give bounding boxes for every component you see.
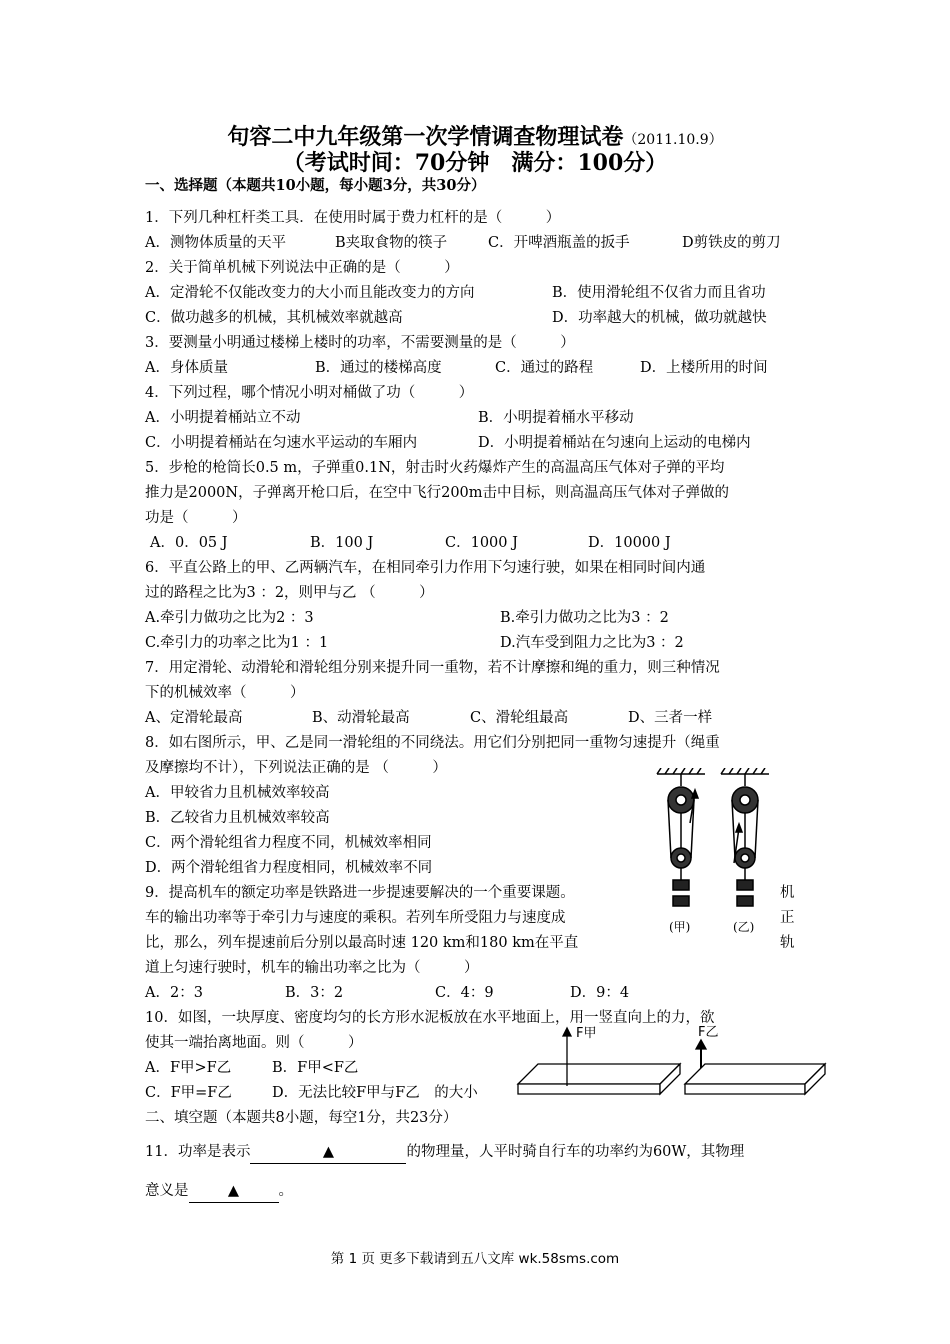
q3-option-d: D．上楼所用的时间: [640, 360, 768, 376]
q10-option-a: A．F甲>F乙: [145, 1060, 232, 1076]
q5-option-d: D．10000 J: [588, 535, 671, 551]
q9-option-c: C．4：9: [435, 985, 494, 1001]
q2-option-c: C．做功越多的机械，其机械效率就越高: [145, 310, 403, 326]
q11-text-4: 。: [278, 1183, 293, 1199]
q1-option-a: A．测物体质量的天平: [145, 235, 286, 251]
q11-line-2: [145, 1180, 293, 1203]
q11-text-1: 11．功率是表示: [145, 1144, 251, 1160]
q8-option-c: C．两个滑轮组省力程度不同，机械效率相同: [145, 835, 432, 851]
q4-option-b: B．小明提着桶水平移动: [478, 410, 634, 426]
exam-title: 句容二中九年级第一次学情调查物理试卷（2011.10.9）: [227, 124, 723, 150]
pulley-system-a: [657, 768, 705, 906]
q9-option-b: B．3：2: [285, 985, 344, 1001]
q10-option-c: C．F甲=F乙: [145, 1085, 232, 1101]
q4-option-c: C．小明提着桶站在匀速水平运动的车厢内: [145, 435, 418, 451]
q6-line-1: 6．平直公路上的甲、乙两辆汽车，在相同牵引力作用下匀速行驶，如果在相同时间内通: [145, 560, 706, 576]
q11-blank-2[interactable]: ▲: [189, 1180, 279, 1203]
q6-line-2: 过的路程之比为3 ：2，则甲与乙 （ ）: [145, 585, 434, 601]
q11-text-3: 意义是: [145, 1183, 189, 1199]
q6-option-a: A.牵引力做功之比为2 ：3: [145, 610, 314, 626]
q1-option-c: C．开啤酒瓶盖的扳手: [488, 235, 630, 251]
q5-line-3: 功是（ ）: [145, 510, 247, 526]
slab-b: [685, 1040, 825, 1094]
q9-option-a: A．2：3: [145, 985, 203, 1001]
q5-option-a: A．0．05 J: [150, 535, 228, 551]
q11-text-2: 的物理量，人平时骑自行车的功率约为60W，其物理: [406, 1144, 745, 1160]
page-footer: 第 1 页 更多下载请到五八文库 wk.58sms.com: [330, 1251, 620, 1267]
slab-force-label-b: F乙: [698, 1025, 719, 1040]
q1-option-d: D剪铁皮的剪刀: [682, 235, 781, 251]
q8-line-2: 及摩擦均不计），下列说法正确的是 （ ）: [145, 760, 447, 776]
q10-option-d: D．无法比较F甲与F乙 的大小: [272, 1085, 478, 1101]
q6-option-b: B.牵引力做功之比为3 ：2: [500, 610, 669, 626]
q1-stem: 1．下列几种杠杆类工具．在使用时属于费力杠杆的是（ ）: [145, 210, 561, 226]
q5-line-2: 推力是2000N，子弹离开枪口后，在空中飞行200m击中目标，则高温高压气体对子弹做的: [145, 485, 730, 501]
q8-option-b: B．乙较省力且机械效率较高: [145, 810, 330, 826]
q8-option-d: D．两个滑轮组省力程度相同，机械效率不同: [145, 860, 433, 876]
q3-option-b: B．通过的楼梯高度: [315, 360, 442, 376]
q4-stem: 4．下列过程，哪个情况小明对桶做了功（ ）: [145, 385, 474, 401]
q10-line-1: 10．如图，一块厚度、密度均匀的长方形水泥板放在水平地面上，用一竖直向上的力，欲: [145, 1010, 715, 1026]
slab-a: [518, 1028, 680, 1094]
exam-subtitle: （考试时间：70分钟 满分：100分）: [282, 150, 668, 176]
q2-option-a: A．定滑轮不仅能改变力的大小而且能改变力的方向: [145, 285, 475, 301]
q9-line-1: 9．提高机车的额定功率是铁路进一步提速要解决的一个重要课题。: [145, 885, 575, 901]
q2-stem: 2．关于简单机械下列说法中正确的是（ ）: [145, 260, 459, 276]
q3-option-a: A．身体质量: [145, 360, 228, 376]
q1-option-b: B夹取食物的筷子: [335, 235, 448, 251]
q3-stem: 3．要测量小明通过楼梯上楼时的功率，不需要测量的是（ ）: [145, 335, 575, 351]
q7-option-c: C、滑轮组最高: [470, 710, 569, 726]
q11-line-1: [145, 1141, 744, 1164]
q10-line-2: 使其一端抬离地面。则（ ）: [145, 1035, 363, 1051]
q9-line-2: 车的输出功率等于牵引力与速度的乘积。若列车所受阻力与速度成: [145, 910, 566, 926]
pulley-label-a: (甲): [669, 920, 691, 934]
q9-line-3: 比，那么，列车提速前后分别以最高时速 120 km和180 km在平直: [145, 935, 579, 951]
q11-blank-1[interactable]: ▲: [250, 1141, 406, 1164]
q8-option-a: A．甲较省力且机械效率较高: [145, 785, 330, 801]
q4-option-d: D．小明提着桶站在匀速向上运动的电梯内: [478, 435, 751, 451]
exam-date: （2011.10.9）: [623, 132, 723, 148]
pulley-system-b: [721, 768, 769, 906]
q7-option-b: B、动滑轮最高: [312, 710, 410, 726]
q9-line-1-end: 机: [780, 885, 795, 901]
q10-option-b: B．F甲<F乙: [272, 1060, 359, 1076]
q5-option-b: B．100 J: [310, 535, 374, 551]
q7-line-2: 下的机械效率（ ）: [145, 685, 305, 701]
section-heading-fill: 二、填空题（本题共8小题，每空1分，共23分）: [145, 1110, 458, 1126]
q7-option-d: D、三者一样: [628, 710, 713, 726]
slab-figure: [510, 1020, 830, 1100]
q6-option-d: D.汽车受到阻力之比为3 ：2: [500, 635, 684, 651]
q7-line-1: 7．用定滑轮、动滑轮和滑轮组分别来提升同一重物，若不计摩擦和绳的重力，则三种情况: [145, 660, 720, 676]
q5-option-c: C．1000 J: [445, 535, 518, 551]
q5-line-1: 5．步枪的枪筒长0.5 m，子弹重0.1N，射击时火药爆炸产生的高温高压气体对子弹的平均: [145, 460, 725, 476]
q8-line-1: 8．如右图所示，甲、乙是同一滑轮组的不同绕法。用它们分别把同一重物匀速提升（绳重: [145, 735, 720, 751]
q9-line-3-end: 轨: [780, 935, 795, 951]
q4-option-a: A．小明提着桶站立不动: [145, 410, 301, 426]
q7-option-a: A、定滑轮最高: [145, 710, 243, 726]
q3-option-c: C．通过的路程: [495, 360, 594, 376]
pulley-figure: [655, 768, 775, 943]
pulley-label-b: (乙): [733, 920, 755, 934]
q9-option-d: D．9：4: [570, 985, 630, 1001]
q2-option-d: D．功率越大的机械，做功就越快: [552, 310, 767, 326]
section-heading-choice: 一、选择题（本题共10小题，每小题3分，共30分）: [145, 177, 486, 194]
q6-option-c: C.牵引力的功率之比为1 ：1: [145, 635, 329, 651]
q2-option-b: B．使用滑轮组不仅省力而且省功: [552, 285, 766, 301]
slab-force-label-a: F甲: [576, 1026, 597, 1041]
q9-line-4: 道上匀速行驶时，机车的输出功率之比为（ ）: [145, 960, 479, 976]
q9-line-2-end: 正: [780, 910, 795, 926]
